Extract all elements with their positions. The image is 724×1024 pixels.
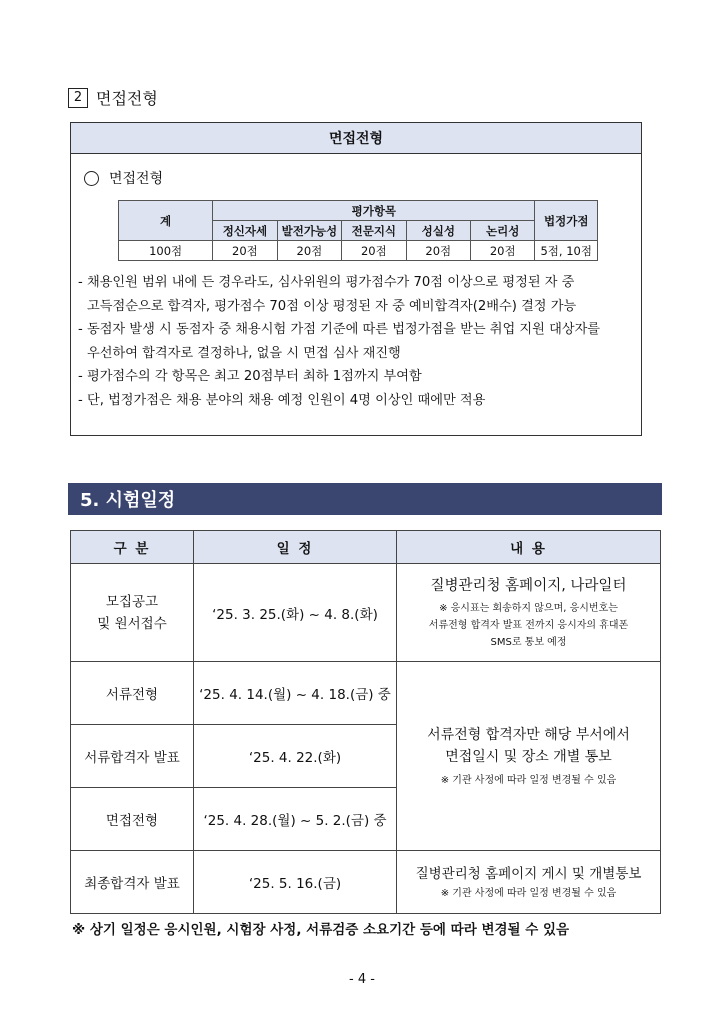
eval-col-bonus: 법정가점 xyxy=(535,201,598,241)
category-line: 모집공고 xyxy=(105,593,159,610)
eval-item-value: 20점 xyxy=(406,241,470,261)
eval-item-header: 정신자세 xyxy=(213,221,277,241)
schedule-table xyxy=(70,530,661,914)
content-main: 면접일시 및 장소 개별 통보 xyxy=(445,748,612,765)
schedule-category: 면접전형 xyxy=(71,788,194,851)
note-line: - 동점자 발생 시 동점자 중 채용시험 가점 기준에 따른 법정가점을 받는 취업 지원 대상자를 xyxy=(78,322,601,338)
note-line: - 단, 법정가점은 채용 분야의 채용 예정 인원이 4명 이상인 때에만 적용 xyxy=(78,392,486,408)
content-note: 서류전형 합격자 발표 전까지 응시자의 휴대폰 xyxy=(428,619,629,631)
eval-item-header: 전문지식 xyxy=(342,221,406,241)
schedule-footnote: ※ 상기 일정은 응시인원, 시험장 사정, 서류검증 소요기간 등에 따라 변경될 수 있음 xyxy=(72,922,570,938)
schedule-category: 서류합격자 발표 xyxy=(71,725,194,788)
note-line: 우선하여 합격자로 결정하나, 없을 시 면접 심사 재진행 xyxy=(87,345,401,361)
eval-bonus-value: 5점, 10점 xyxy=(535,241,598,261)
content-note: ※ 응시표는 회송하지 않으며, 응시번호는 xyxy=(439,602,618,614)
section-banner: 5. 시험일정 xyxy=(68,483,662,515)
content-main: 서류전형 합격자만 해당 부서에서 xyxy=(427,726,630,743)
eval-item-header: 논리성 xyxy=(471,221,535,241)
schedule-date: ‘25. 4. 14.(월) ~ 4. 18.(금) 중 xyxy=(194,662,397,725)
note-line: 고득점순으로 합격자, 평가점수 70점 이상 평정된 자 중 예비합격자(2배수) 결정 가능 xyxy=(87,298,577,314)
schedule-category: 최종합격자 발표 xyxy=(71,851,194,914)
interview-item xyxy=(84,168,163,188)
interview-notes xyxy=(78,271,638,413)
content-note: ※ 기관 사정에 따라 일정 변경될 수 있음 xyxy=(440,887,617,899)
eval-item-value: 20점 xyxy=(213,241,277,261)
table-row xyxy=(71,564,661,662)
content-main: 질병관리청 홈페이지, 나라일터 xyxy=(430,577,627,594)
eval-item-header: 발전가능성 xyxy=(277,221,341,241)
schedule-header-content: 내 용 xyxy=(397,531,661,564)
schedule-category xyxy=(71,564,194,662)
section-number: 2 xyxy=(68,88,88,108)
section-heading xyxy=(68,86,158,109)
interview-box-header: 면접전형 xyxy=(71,123,641,154)
section-title: 면접전형 xyxy=(96,89,158,108)
interview-item-title: 면접전형 xyxy=(109,171,164,187)
schedule-category: 서류전형 xyxy=(71,662,194,725)
note-line: - 채용인원 범위 내에 든 경우라도, 심사위원의 평가점수가 70점 이상으로 평정된 자 중 xyxy=(78,275,575,290)
table-row xyxy=(71,662,661,725)
schedule-date: ‘25. 3. 25.(화) ~ 4. 8.(화) xyxy=(194,564,397,662)
eval-item-value: 20점 xyxy=(342,241,406,261)
content-main: 질병관리청 홈페이지 게시 및 개별통보 xyxy=(415,865,642,882)
schedule-content xyxy=(397,851,661,914)
eval-item-value: 20점 xyxy=(277,241,341,261)
eval-total-value: 100점 xyxy=(119,241,213,261)
circle-bullet-icon xyxy=(84,171,99,186)
category-line: 및 원서접수 xyxy=(97,615,167,632)
schedule-header-category: 구 분 xyxy=(71,531,194,564)
schedule-date: ‘25. 4. 28.(월) ~ 5. 2.(금) 중 xyxy=(194,788,397,851)
page-number: - 4 - xyxy=(349,972,375,987)
schedule-content xyxy=(397,662,661,851)
eval-item-value: 20점 xyxy=(471,241,535,261)
evaluation-table xyxy=(118,200,598,261)
schedule-date: ‘25. 4. 22.(화) xyxy=(194,725,397,788)
note-line: - 평가점수의 각 항목은 최고 20점부터 최하 1점까지 부여함 xyxy=(78,369,422,385)
content-note: SMS로 통보 예정 xyxy=(490,636,567,648)
schedule-date: ‘25. 5. 16.(금) xyxy=(194,851,397,914)
eval-item-header: 성실성 xyxy=(406,221,470,241)
table-row xyxy=(71,851,661,914)
schedule-content xyxy=(397,564,661,662)
eval-col-group: 평가항목 xyxy=(213,201,535,221)
content-note: ※ 기관 사정에 따라 일정 변경될 수 있음 xyxy=(440,774,617,786)
eval-col-total: 계 xyxy=(119,201,213,241)
schedule-header-date: 일 정 xyxy=(194,531,397,564)
